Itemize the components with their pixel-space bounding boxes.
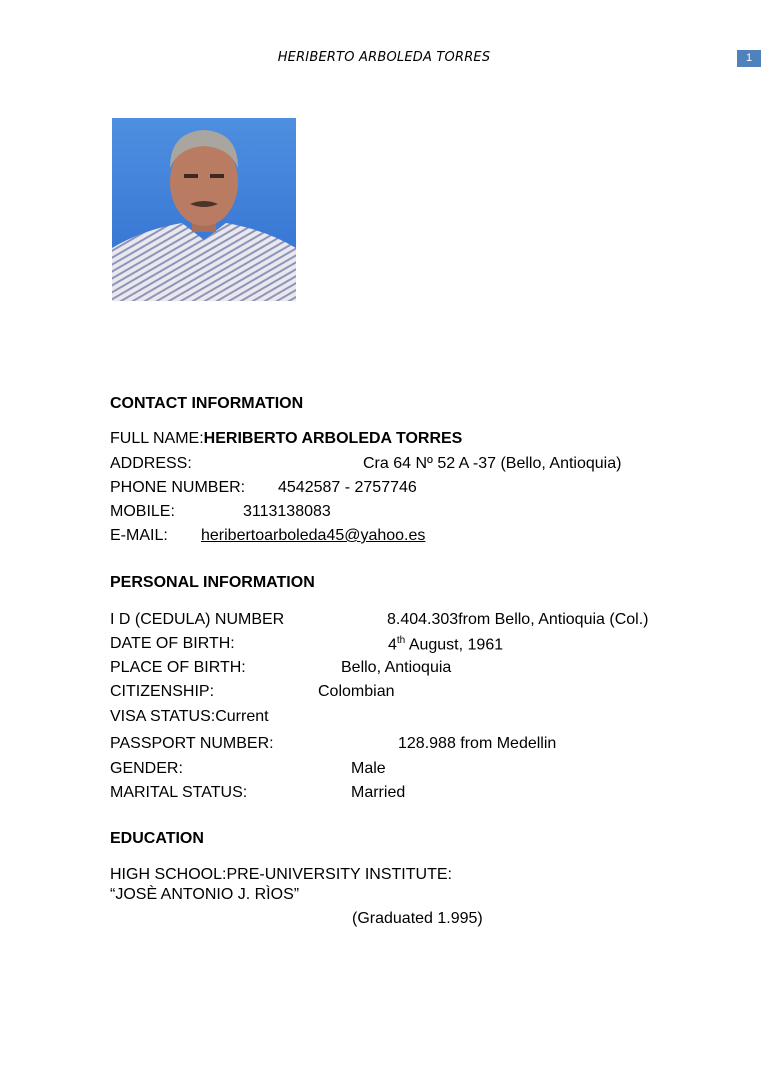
marital-value: Married	[351, 784, 406, 801]
dob-label: DATE OF BIRTH:	[110, 635, 235, 652]
dob-suffix: th	[396, 635, 406, 646]
pob-value: Bello, Antioquia	[341, 659, 452, 676]
citizenship-label: CITIZENSHIP:	[110, 683, 215, 700]
visa-label: VISA STATUS:	[110, 708, 216, 725]
visa-value: Current	[215, 708, 269, 725]
pob-label: PLACE OF BIRTH:	[110, 659, 246, 676]
gender-label: GENDER:	[110, 760, 183, 777]
dob-day: 4	[388, 636, 397, 654]
dob-rest: August, 1961	[405, 636, 504, 654]
address-label: ADDRESS:	[110, 455, 192, 472]
header-title: HERIBERTO ARBOLEDA TORRES	[277, 50, 491, 65]
education-heading: EDUCATION	[110, 830, 204, 847]
phone-label: PHONE NUMBER:	[110, 479, 246, 496]
mobile-label: MOBILE:	[110, 503, 175, 520]
education-line-3: (Graduated 1.995)	[352, 910, 483, 927]
contact-heading: CONTACT INFORMATION	[110, 395, 304, 412]
personal-heading: PERSONAL INFORMATION	[110, 574, 315, 591]
mobile-value: 3113138083	[243, 503, 331, 520]
page-number-badge: 1	[737, 50, 761, 67]
full-name-row	[110, 430, 462, 448]
phone-value: 4542587 - 2757746	[278, 479, 417, 496]
profile-photo	[112, 118, 296, 301]
email-label: E-MAIL:	[110, 527, 168, 544]
full-name-label: FULL NAME:	[110, 430, 204, 447]
citizenship-value: Colombian	[318, 683, 395, 700]
passport-value: 128.988 from Medellin	[398, 735, 557, 752]
education-line-2: “JOSÈ ANTONIO J. RÌOS”	[110, 886, 300, 903]
dob-value	[388, 635, 503, 654]
marital-label: MARITAL STATUS:	[110, 784, 248, 801]
id-value: 8.404.303from Bello, Antioquia (Col.)	[387, 611, 649, 628]
id-label: I D (CEDULA) NUMBER	[110, 611, 285, 628]
email-link[interactable]: heribertoarboleda45@yahoo.es	[201, 527, 426, 544]
passport-label: PASSPORT NUMBER:	[110, 735, 274, 752]
full-name-value: HERIBERTO ARBOLEDA TORRES	[203, 430, 463, 447]
visa-row	[110, 708, 269, 726]
education-line-1: HIGH SCHOOL:PRE-UNIVERSITY INSTITUTE:	[110, 866, 452, 883]
gender-value: Male	[351, 760, 386, 777]
address-value: Cra 64 Nº 52 A -37 (Bello, Antioquia)	[363, 455, 622, 472]
